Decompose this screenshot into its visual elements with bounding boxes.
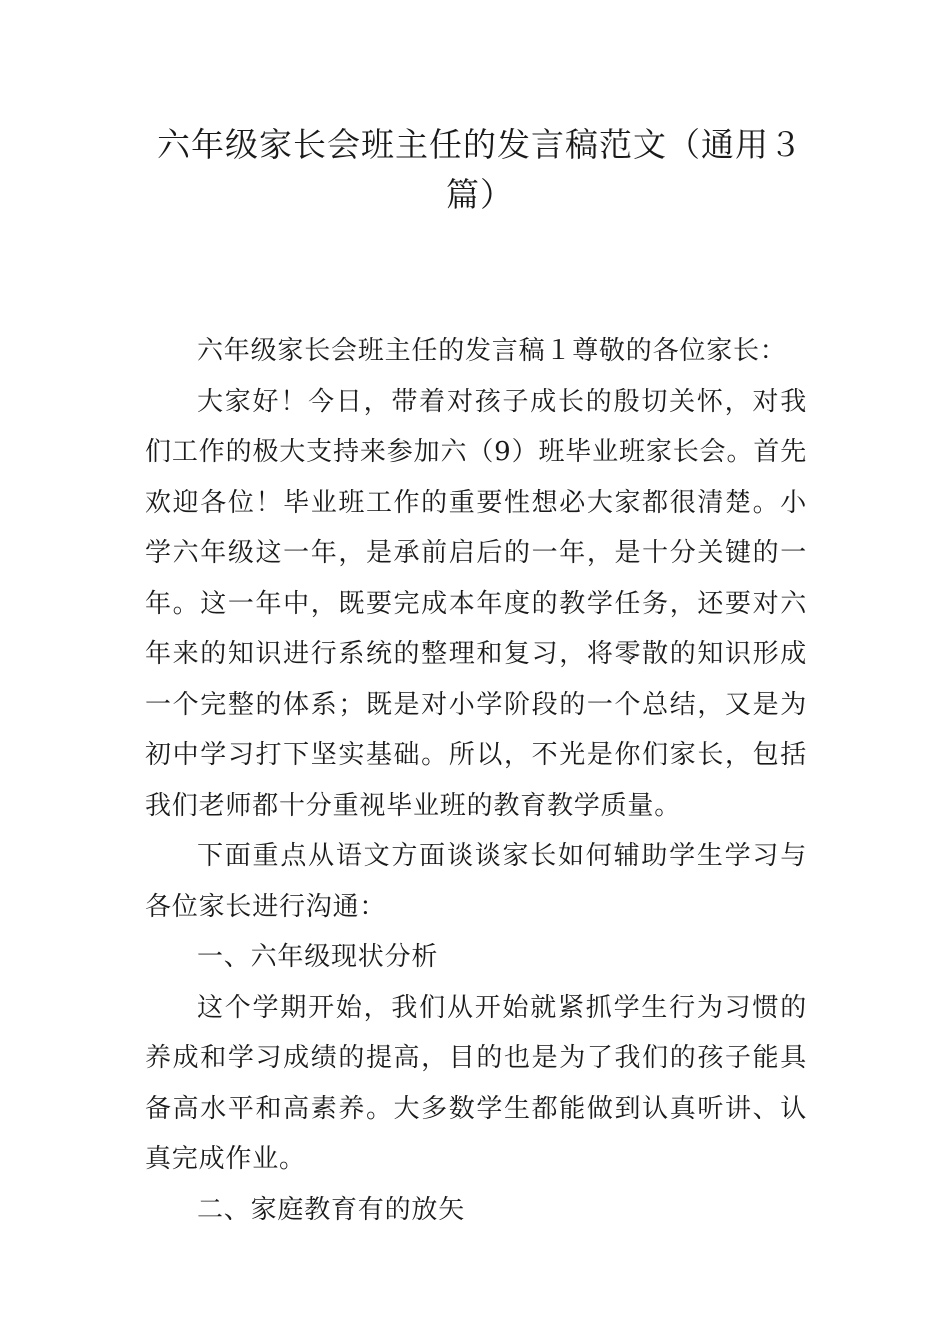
section-heading-1: 一、六年级现状分析 <box>197 942 439 972</box>
document-body <box>145 326 807 1235</box>
section-heading-2: 二、家庭教育有的放矢 <box>197 1194 466 1225</box>
paragraph-welcome: 大家好！今日，带着对孩子成长的殷切关怀，对我们工作的极大支持来参加六（9）班毕业班家长会。首先欢迎各位！毕业班工作的重要性想必大家都很清楚。小学六年级这一年，是承前启后的一年，是十分关键的一年。这一年中，既要完成本年度的教学任务，还要对六年来的知识进行系统的整理和复习，将零散的知识形成一个完整的体系；既是对小学阶段的一个总结，又是为初中学习打下坚实基础。所以，不光是你们家长，包括我们老师都十分重视毕业班的教育教学质量。 <box>145 386 807 821</box>
paragraph-status-analysis: 这个学期开始，我们从开始就紧抓学生行为习惯的养成和学习成绩的提高，目的也是为了我们的孩子能具备高水平和高素养。大多数学生都能做到认真听讲、认真完成作业。 <box>145 992 807 1174</box>
document-title: 六年级家长会班主任的发言稿范文（通用３篇） <box>157 125 803 214</box>
paragraph-intro-chinese: 下面重点从语文方面谈谈家长如何辅助学生学习与各位家长进行沟通： <box>145 841 807 922</box>
paragraph-greeting: 六年级家长会班主任的发言稿１尊敬的各位家长： <box>197 336 787 366</box>
